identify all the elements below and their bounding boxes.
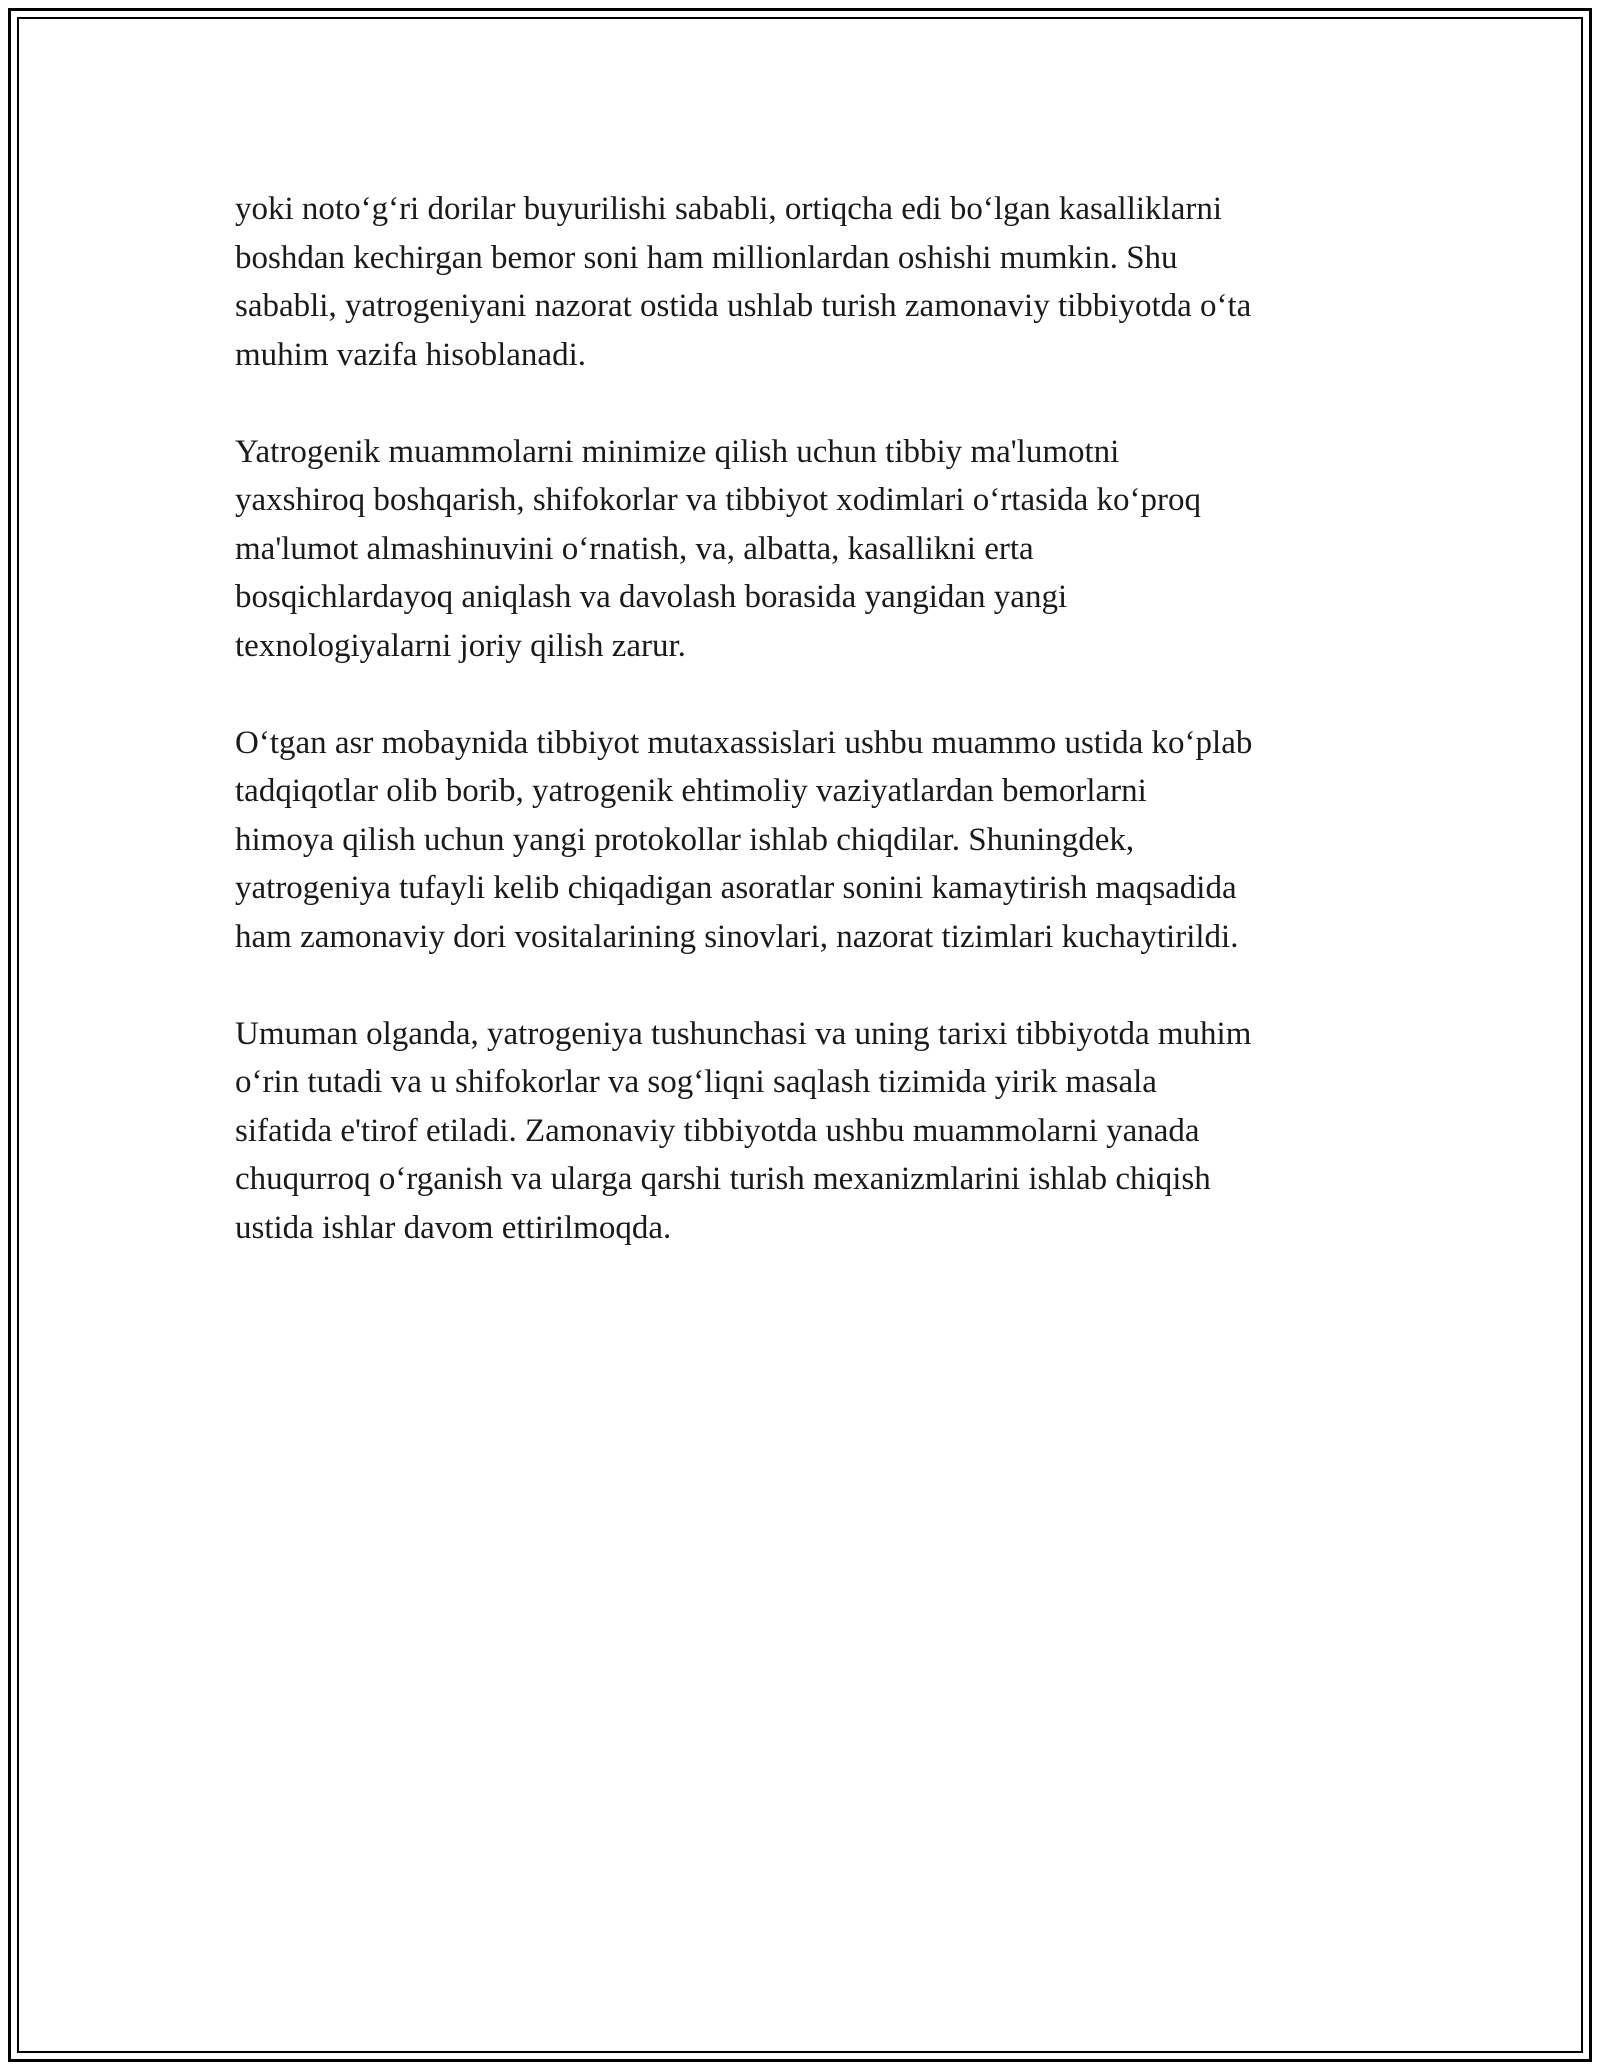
- paragraph-3: O‘tgan asr mobaynida tibbiyot mutaxassislari ushbu muammo ustida ko‘plab tadqiqotlar olib borib, yatrogenik ehtimoliy vaziyatlardan bemorlarni himoya qilish uchun yangi protokollar ishlab chiqdilar. Shuningdek, yatrogeniya tufayli kelib chiqadigan asoratlar sonini kamaytirish maqsadida ham zamonaviy dori vositalarining sinovlari, nazorat tizimlari kuchaytirildi.: [235, 724, 1253, 955]
- paragraph-2: Yatrogenik muammolarni minimize qilish uchun tibbiy ma'lumotni yaxshiroq boshqarish, shifokorlar va tibbiyot xodimlari o‘rtasida ko‘proq ma'lumot almashinuvini o‘rnatish, va, albatta, kasallikni erta bosqichlardayoq aniqlash va davolash borasida yangidan yangi texnologiyalarni joriy qilish zarur.: [235, 433, 1201, 664]
- document-body: [235, 185, 1375, 1301]
- paragraph-1: yoki noto‘g‘ri dorilar buyurilishi sababli, ortiqcha edi bo‘lgan kasalliklarni boshdan kechirgan bemor soni ham millionlardan oshishi mumkin. Shu sababli, yatrogeniyani nazorat ostida ushlab turish zamonaviy tibbiyotda o‘ta muhim vazifa hisoblanadi.: [235, 191, 1252, 373]
- paragraph-4: Umuman olganda, yatrogeniya tushunchasi va uning tarixi tibbiyotda muhim o‘rin tutadi va u shifokorlar va sog‘liqni saqlash tizimida yirik masala sifatida e'tirof etiladi. Zamonaviy tibbiyotda ushbu muammolarni yanada chuqurroq o‘rganish va ularga qarshi turish mexanizmlarini ishlab chiqish ustida ishlar davom ettirilmoqda.: [235, 1015, 1252, 1246]
